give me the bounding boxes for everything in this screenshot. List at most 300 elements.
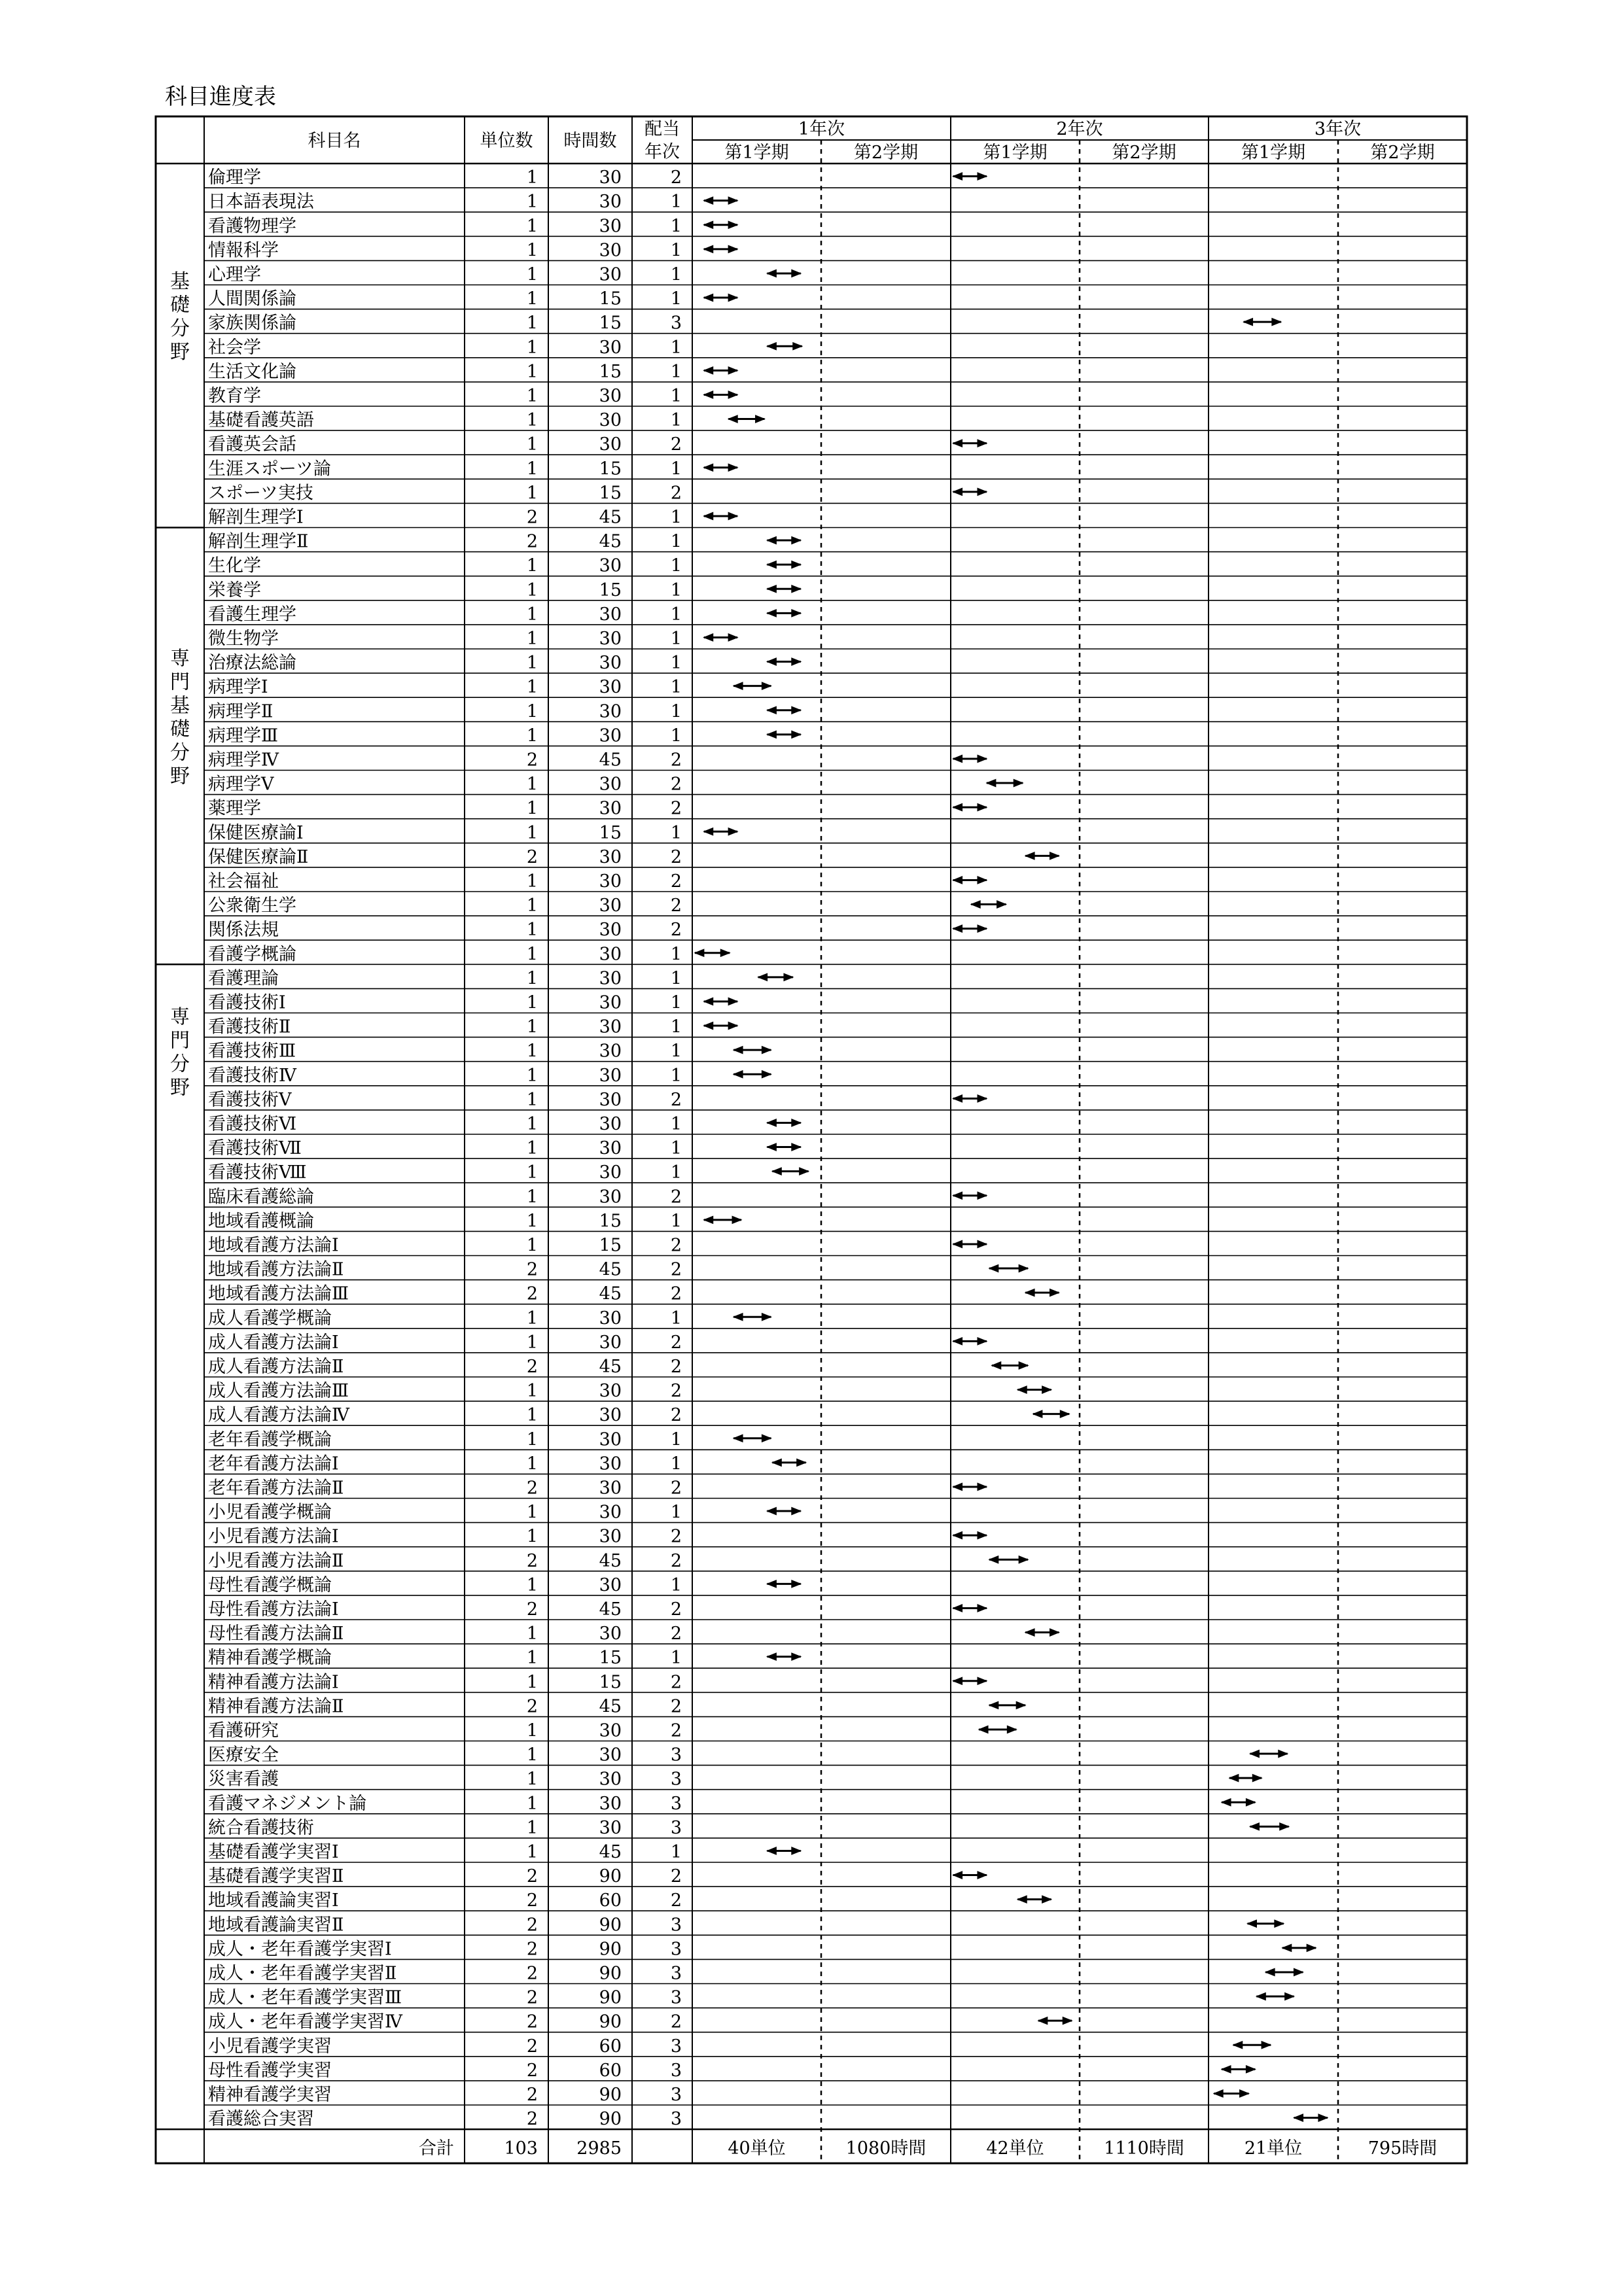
subject-units: 1 bbox=[526, 264, 538, 285]
subject-units: 1 bbox=[526, 1817, 538, 1838]
header-year-3: 3年次 bbox=[1314, 119, 1362, 139]
subject-year: 1 bbox=[670, 288, 682, 309]
subject-name: 精神看護学概論 bbox=[208, 1648, 332, 1669]
section-label-char: 基 bbox=[170, 270, 190, 293]
subject-name: 母性看護方法論Ⅰ bbox=[208, 1599, 339, 1620]
header-subject: 科目名 bbox=[308, 131, 361, 151]
subject-name: 基礎看護英語 bbox=[208, 410, 314, 431]
subject-year: 1 bbox=[670, 216, 682, 237]
subject-name: 家族関係論 bbox=[208, 313, 296, 334]
subject-name: 看護技術Ⅱ bbox=[208, 1017, 291, 1037]
subject-hours: 15 bbox=[599, 313, 622, 334]
header-year-1: 1年次 bbox=[798, 119, 845, 139]
header-year-2: 2年次 bbox=[1056, 119, 1103, 139]
header-year-line2: 年次 bbox=[644, 142, 680, 162]
header-units: 単位数 bbox=[480, 131, 533, 151]
subject-units: 1 bbox=[526, 1502, 538, 1523]
subject-year: 1 bbox=[670, 192, 682, 213]
subject-units: 1 bbox=[526, 1187, 538, 1208]
section-label-char: 基 bbox=[170, 694, 190, 718]
subject-year: 1 bbox=[670, 1017, 682, 1037]
subject-year: 1 bbox=[670, 1041, 682, 1062]
subject-hours: 30 bbox=[599, 653, 622, 674]
subject-units: 2 bbox=[526, 2036, 538, 2057]
subject-hours: 30 bbox=[599, 1114, 622, 1134]
subject-year: 1 bbox=[670, 264, 682, 285]
subject-name: 看護技術Ⅲ bbox=[208, 1041, 296, 1062]
subject-hours: 30 bbox=[599, 167, 622, 188]
section-label-char: 門 bbox=[170, 670, 190, 694]
subject-name: 看護総合実習 bbox=[208, 2109, 314, 2130]
subject-units: 1 bbox=[526, 992, 538, 1013]
subject-year: 1 bbox=[670, 1065, 682, 1086]
subject-name: 成人・老年看護学実習Ⅲ bbox=[208, 1987, 402, 2008]
subject-name: 解剖生理学Ⅰ bbox=[208, 507, 304, 528]
total-summary: 1080時間 bbox=[845, 2138, 927, 2159]
total-summary: 1110時間 bbox=[1104, 2138, 1184, 2159]
subject-units: 2 bbox=[526, 2085, 538, 2105]
subject-units: 1 bbox=[526, 629, 538, 649]
subject-name: 基礎看護学実習Ⅰ bbox=[208, 1842, 339, 1862]
subject-name: 病理学Ⅳ bbox=[208, 750, 279, 771]
header-hours: 時間数 bbox=[563, 131, 617, 151]
subject-units: 1 bbox=[526, 580, 538, 600]
subject-year: 1 bbox=[670, 1308, 682, 1329]
subject-year: 1 bbox=[670, 361, 682, 382]
table-frame bbox=[156, 116, 1467, 2163]
subject-name: 公衆衛生学 bbox=[208, 896, 296, 916]
subject-name: 生涯スポーツ論 bbox=[208, 459, 331, 479]
subject-name: 日本語表現法 bbox=[208, 192, 314, 213]
subject-hours: 30 bbox=[599, 1624, 622, 1644]
subject-hours: 15 bbox=[599, 1235, 622, 1256]
subject-units: 1 bbox=[526, 1648, 538, 1669]
subject-units: 1 bbox=[526, 1089, 538, 1110]
subject-year: 1 bbox=[670, 1502, 682, 1523]
subject-year: 2 bbox=[670, 920, 682, 941]
subject-name: 成人・老年看護学実習Ⅱ bbox=[208, 1963, 397, 1984]
subject-units: 2 bbox=[526, 846, 538, 867]
subject-units: 2 bbox=[526, 1259, 538, 1280]
subject-year: 2 bbox=[670, 798, 682, 819]
subject-year: 2 bbox=[670, 483, 682, 504]
header-semester: 第2学期 bbox=[853, 143, 919, 163]
subject-hours: 90 bbox=[599, 1987, 622, 2008]
subject-units: 1 bbox=[526, 1720, 538, 1741]
subject-hours: 30 bbox=[599, 1574, 622, 1595]
subject-year: 3 bbox=[670, 1915, 682, 1936]
subject-name: 倫理学 bbox=[208, 167, 261, 188]
subject-units: 1 bbox=[526, 1672, 538, 1693]
subject-units: 1 bbox=[526, 1308, 538, 1329]
header-year-line1: 配当 bbox=[644, 119, 680, 139]
subject-hours: 30 bbox=[599, 555, 622, 576]
subject-year: 3 bbox=[670, 1769, 682, 1790]
subject-units: 1 bbox=[526, 434, 538, 455]
subject-hours: 90 bbox=[599, 1915, 622, 1936]
subject-year: 2 bbox=[670, 1599, 682, 1620]
subject-hours: 30 bbox=[599, 1745, 622, 1765]
subject-hours: 15 bbox=[599, 1211, 622, 1232]
subject-hours: 90 bbox=[599, 2011, 622, 2032]
subject-year: 1 bbox=[670, 1842, 682, 1862]
subject-name: 微生物学 bbox=[208, 629, 279, 649]
subject-units: 1 bbox=[526, 653, 538, 674]
subject-year: 1 bbox=[670, 725, 682, 746]
subject-hours: 30 bbox=[599, 992, 622, 1013]
subject-hours: 30 bbox=[599, 1017, 622, 1037]
subject-year: 1 bbox=[670, 386, 682, 406]
subject-hours: 30 bbox=[599, 1429, 622, 1450]
total-summary: 42単位 bbox=[986, 2138, 1044, 2159]
subject-name: 地域看護方法論Ⅰ bbox=[208, 1235, 339, 1256]
subject-year: 2 bbox=[670, 1696, 682, 1717]
subject-year: 3 bbox=[670, 2085, 682, 2105]
subject-year: 1 bbox=[670, 555, 682, 576]
subject-name: 地域看護論実習Ⅱ bbox=[208, 1915, 344, 1936]
subject-units: 1 bbox=[526, 1017, 538, 1037]
total-summary: 40単位 bbox=[728, 2138, 786, 2159]
subject-hours: 30 bbox=[599, 798, 622, 819]
subject-year: 1 bbox=[670, 1114, 682, 1134]
subject-hours: 30 bbox=[599, 1308, 622, 1329]
subject-name: スポーツ実技 bbox=[208, 483, 313, 504]
subject-units: 1 bbox=[526, 410, 538, 431]
subject-name: 地域看護方法論Ⅲ bbox=[208, 1283, 349, 1304]
subject-hours: 30 bbox=[599, 1065, 622, 1086]
subject-name: 看護英会話 bbox=[208, 434, 296, 455]
subject-year: 1 bbox=[670, 968, 682, 989]
subject-units: 1 bbox=[526, 337, 538, 358]
subject-name: 関係法規 bbox=[208, 920, 279, 941]
subject-year: 2 bbox=[670, 167, 682, 188]
subject-units: 2 bbox=[526, 1987, 538, 2008]
subject-name: 基礎看護学実習Ⅱ bbox=[208, 1866, 344, 1887]
subject-hours: 30 bbox=[599, 1502, 622, 1523]
subject-year: 3 bbox=[670, 1793, 682, 1814]
subject-units: 1 bbox=[526, 1235, 538, 1256]
subject-year: 2 bbox=[670, 1283, 682, 1304]
subject-units: 1 bbox=[526, 167, 538, 188]
subject-hours: 45 bbox=[599, 1696, 622, 1717]
subject-year: 1 bbox=[670, 337, 682, 358]
subject-name: 心理学 bbox=[208, 264, 261, 285]
subject-units: 1 bbox=[526, 677, 538, 698]
subject-name: 小児看護方法論Ⅱ bbox=[208, 1550, 344, 1571]
subject-name: 生化学 bbox=[208, 555, 261, 576]
total-summary: 795時間 bbox=[1368, 2138, 1438, 2159]
subject-hours: 60 bbox=[599, 1890, 622, 1911]
subject-hours: 30 bbox=[599, 896, 622, 916]
subject-name: 小児看護学概論 bbox=[208, 1502, 332, 1523]
subject-units: 1 bbox=[526, 1745, 538, 1765]
subject-units: 1 bbox=[526, 1405, 538, 1426]
header-semester: 第1学期 bbox=[1241, 143, 1306, 163]
subject-name: 治療法総論 bbox=[208, 653, 296, 674]
subject-hours: 15 bbox=[599, 1648, 622, 1669]
subject-units: 1 bbox=[526, 822, 538, 843]
subject-hours: 30 bbox=[599, 1793, 622, 1814]
subject-hours: 30 bbox=[599, 846, 622, 867]
subject-units: 2 bbox=[526, 1357, 538, 1377]
subject-units: 1 bbox=[526, 701, 538, 722]
subject-name: 母性看護方法論Ⅱ bbox=[208, 1624, 344, 1644]
subject-hours: 30 bbox=[599, 677, 622, 698]
subject-hours: 30 bbox=[599, 1041, 622, 1062]
subject-name: 成人看護方法論Ⅱ bbox=[208, 1357, 344, 1377]
subject-year: 1 bbox=[670, 507, 682, 528]
subject-name: 老年看護方法論Ⅰ bbox=[208, 1453, 339, 1474]
header-semester: 第1学期 bbox=[983, 143, 1048, 163]
subject-hours: 90 bbox=[599, 2085, 622, 2105]
subject-hours: 30 bbox=[599, 1769, 622, 1790]
subject-year: 2 bbox=[670, 1720, 682, 1741]
subject-hours: 30 bbox=[599, 1381, 622, 1402]
subject-year: 2 bbox=[670, 1089, 682, 1110]
subject-hours: 90 bbox=[599, 1963, 622, 1984]
subject-name: 小児看護方法論Ⅰ bbox=[208, 1526, 339, 1547]
subject-units: 2 bbox=[526, 1866, 538, 1887]
section-label-char: 門 bbox=[170, 1029, 190, 1052]
subject-hours: 30 bbox=[599, 410, 622, 431]
subject-units: 1 bbox=[526, 1526, 538, 1547]
subject-name: 成人・老年看護学実習Ⅰ bbox=[208, 1939, 392, 1960]
subject-name: 教育学 bbox=[208, 386, 261, 406]
subject-year: 2 bbox=[670, 1526, 682, 1547]
subject-name: 成人看護学概論 bbox=[208, 1308, 332, 1329]
subject-year: 2 bbox=[670, 434, 682, 455]
subject-hours: 30 bbox=[599, 1332, 622, 1353]
subject-year: 2 bbox=[670, 1187, 682, 1208]
subject-units: 2 bbox=[526, 507, 538, 528]
subject-name: 病理学Ⅰ bbox=[208, 677, 268, 698]
subject-units: 1 bbox=[526, 1453, 538, 1474]
subject-name: 情報科学 bbox=[208, 240, 279, 261]
subject-year: 1 bbox=[670, 1453, 682, 1474]
subject-name: 看護技術Ⅴ bbox=[208, 1089, 292, 1110]
subject-name: 病理学Ⅴ bbox=[208, 774, 274, 795]
subject-name: 保健医療論Ⅱ bbox=[208, 846, 309, 867]
subject-units: 1 bbox=[526, 1332, 538, 1353]
subject-name: 老年看護方法論Ⅱ bbox=[208, 1478, 344, 1499]
subject-year: 2 bbox=[670, 871, 682, 892]
subject-units: 1 bbox=[526, 240, 538, 261]
subject-hours: 45 bbox=[599, 750, 622, 771]
subject-name: 看護技術Ⅵ bbox=[208, 1114, 297, 1134]
subject-year: 2 bbox=[670, 1381, 682, 1402]
subject-year: 2 bbox=[670, 774, 682, 795]
subject-units: 1 bbox=[526, 288, 538, 309]
subject-units: 1 bbox=[526, 1114, 538, 1134]
subject-hours: 30 bbox=[599, 434, 622, 455]
subject-units: 1 bbox=[526, 798, 538, 819]
subject-year: 1 bbox=[670, 1648, 682, 1669]
subject-name: 看護マネジメント論 bbox=[208, 1793, 367, 1814]
subject-year: 2 bbox=[670, 1624, 682, 1644]
subject-year: 1 bbox=[670, 1138, 682, 1159]
subject-units: 1 bbox=[526, 386, 538, 406]
subject-units: 1 bbox=[526, 313, 538, 334]
subject-name: 人間関係論 bbox=[208, 288, 296, 309]
section-label-char: 礎 bbox=[170, 718, 190, 741]
subject-hours: 45 bbox=[599, 1283, 622, 1304]
subject-units: 1 bbox=[526, 1624, 538, 1644]
subject-hours: 45 bbox=[599, 1259, 622, 1280]
subject-units: 1 bbox=[526, 896, 538, 916]
subject-year: 3 bbox=[670, 2060, 682, 2081]
subject-year: 1 bbox=[670, 604, 682, 625]
subject-name: 社会福祉 bbox=[208, 871, 279, 892]
subject-units: 2 bbox=[526, 750, 538, 771]
subject-units: 1 bbox=[526, 192, 538, 213]
subject-year: 3 bbox=[670, 1817, 682, 1838]
subject-hours: 30 bbox=[599, 240, 622, 261]
subject-year: 1 bbox=[670, 580, 682, 600]
subject-hours: 45 bbox=[599, 1550, 622, 1571]
subject-hours: 30 bbox=[599, 1478, 622, 1499]
subject-year: 2 bbox=[670, 750, 682, 771]
subject-name: 看護研究 bbox=[208, 1720, 279, 1741]
subject-year: 2 bbox=[670, 1357, 682, 1377]
subject-hours: 90 bbox=[599, 1866, 622, 1887]
total-label: 合計 bbox=[419, 2138, 454, 2159]
header-semester: 第2学期 bbox=[1112, 143, 1176, 163]
section-label-char: 分 bbox=[170, 741, 190, 765]
subject-units: 1 bbox=[526, 920, 538, 941]
subject-name: 精神看護方法論Ⅱ bbox=[208, 1696, 344, 1717]
subject-name: 薬理学 bbox=[208, 798, 261, 819]
subject-year: 2 bbox=[670, 1866, 682, 1887]
subject-name: 成人看護方法論Ⅰ bbox=[208, 1332, 339, 1353]
subject-name: 災害看護 bbox=[208, 1769, 279, 1790]
subject-hours: 30 bbox=[599, 1453, 622, 1474]
section-label-char: 専 bbox=[170, 1005, 190, 1029]
subject-name: 病理学Ⅲ bbox=[208, 725, 279, 746]
subject-year: 3 bbox=[670, 313, 682, 334]
subject-units: 2 bbox=[526, 1963, 538, 1984]
subject-name: 看護物理学 bbox=[208, 216, 296, 237]
section-label-char: 分 bbox=[170, 317, 190, 340]
subject-year: 1 bbox=[670, 701, 682, 722]
subject-name: 成人看護方法論Ⅳ bbox=[208, 1405, 349, 1426]
subject-hours: 30 bbox=[599, 1089, 622, 1110]
subject-hours: 45 bbox=[599, 1842, 622, 1862]
subject-units: 1 bbox=[526, 725, 538, 746]
subject-hours: 30 bbox=[599, 871, 622, 892]
subject-hours: 30 bbox=[599, 629, 622, 649]
subject-hours: 30 bbox=[599, 1526, 622, 1547]
subject-hours: 30 bbox=[599, 192, 622, 213]
subject-units: 1 bbox=[526, 1842, 538, 1862]
subject-hours: 15 bbox=[599, 483, 622, 504]
subject-units: 2 bbox=[526, 1478, 538, 1499]
subject-year: 1 bbox=[670, 240, 682, 261]
subject-name: 地域看護方法論Ⅱ bbox=[208, 1259, 344, 1280]
subject-name: 精神看護方法論Ⅰ bbox=[208, 1672, 339, 1693]
subject-year: 2 bbox=[670, 1672, 682, 1693]
subject-hours: 45 bbox=[599, 1357, 622, 1377]
subject-units: 1 bbox=[526, 361, 538, 382]
subject-name: 栄養学 bbox=[208, 580, 261, 600]
subject-hours: 60 bbox=[599, 2036, 622, 2057]
subject-year: 2 bbox=[670, 1405, 682, 1426]
subject-name: 成人・老年看護学実習Ⅳ bbox=[208, 2011, 402, 2032]
subject-year: 2 bbox=[670, 1235, 682, 1256]
subject-hours: 30 bbox=[599, 920, 622, 941]
subject-name: 看護技術Ⅰ bbox=[208, 992, 286, 1013]
page-title: 科目進度表 bbox=[165, 84, 276, 110]
subject-year: 2 bbox=[670, 1550, 682, 1571]
total-units: 103 bbox=[504, 2138, 538, 2159]
subject-name: 解剖生理学Ⅱ bbox=[208, 531, 309, 552]
subject-hours: 30 bbox=[599, 264, 622, 285]
subject-hours: 30 bbox=[599, 1720, 622, 1741]
subject-name: 地域看護概論 bbox=[208, 1211, 314, 1232]
subject-name: 看護学概論 bbox=[208, 944, 296, 965]
subject-year: 1 bbox=[670, 1574, 682, 1595]
subject-name: 看護技術Ⅳ bbox=[208, 1065, 296, 1086]
section-label-char: 分 bbox=[170, 1052, 190, 1076]
subject-name: 母性看護学実習 bbox=[208, 2060, 332, 2081]
subject-hours: 30 bbox=[599, 216, 622, 237]
subject-name: 看護生理学 bbox=[208, 604, 296, 625]
subject-units: 1 bbox=[526, 555, 538, 576]
subject-year: 2 bbox=[670, 1332, 682, 1353]
subject-hours: 15 bbox=[599, 580, 622, 600]
subject-hours: 30 bbox=[599, 386, 622, 406]
subject-year: 2 bbox=[670, 1259, 682, 1280]
subject-year: 1 bbox=[670, 677, 682, 698]
subject-hours: 15 bbox=[599, 1672, 622, 1693]
subject-units: 2 bbox=[526, 1599, 538, 1620]
subject-name: 統合看護技術 bbox=[208, 1817, 314, 1838]
subject-units: 1 bbox=[526, 944, 538, 965]
subject-name: 医療安全 bbox=[208, 1745, 279, 1765]
subject-hours: 45 bbox=[599, 1599, 622, 1620]
subject-units: 1 bbox=[526, 1162, 538, 1183]
subject-name: 病理学Ⅱ bbox=[208, 701, 274, 722]
section-label-char: 専 bbox=[170, 647, 190, 670]
subject-hours: 30 bbox=[599, 1817, 622, 1838]
section-label-char: 野 bbox=[170, 765, 190, 788]
subject-name: 臨床看護総論 bbox=[208, 1187, 314, 1208]
subject-year: 3 bbox=[670, 2109, 682, 2130]
subject-hours: 15 bbox=[599, 822, 622, 843]
header-semester: 第2学期 bbox=[1370, 143, 1435, 163]
subject-units: 1 bbox=[526, 604, 538, 625]
subject-hours: 30 bbox=[599, 725, 622, 746]
subject-name: 看護技術Ⅶ bbox=[208, 1138, 302, 1159]
subject-year: 3 bbox=[670, 2036, 682, 2057]
subject-name: 精神看護学実習 bbox=[208, 2085, 332, 2105]
subject-units: 2 bbox=[526, 2011, 538, 2032]
subject-name: 地域看護論実習Ⅰ bbox=[208, 1890, 339, 1911]
subject-units: 1 bbox=[526, 1381, 538, 1402]
subject-year: 1 bbox=[670, 531, 682, 552]
subject-year: 1 bbox=[670, 410, 682, 431]
subject-year: 2 bbox=[670, 896, 682, 916]
subject-units: 2 bbox=[526, 531, 538, 552]
subject-year: 1 bbox=[670, 944, 682, 965]
subject-year: 1 bbox=[670, 459, 682, 479]
subject-name: 老年看護学概論 bbox=[208, 1429, 332, 1450]
subject-hours: 60 bbox=[599, 2060, 622, 2081]
section-label-char: 礎 bbox=[170, 294, 190, 317]
subject-units: 1 bbox=[526, 1429, 538, 1450]
subject-year: 2 bbox=[670, 1478, 682, 1499]
subject-hours: 90 bbox=[599, 2109, 622, 2130]
subject-units: 2 bbox=[526, 1939, 538, 1960]
